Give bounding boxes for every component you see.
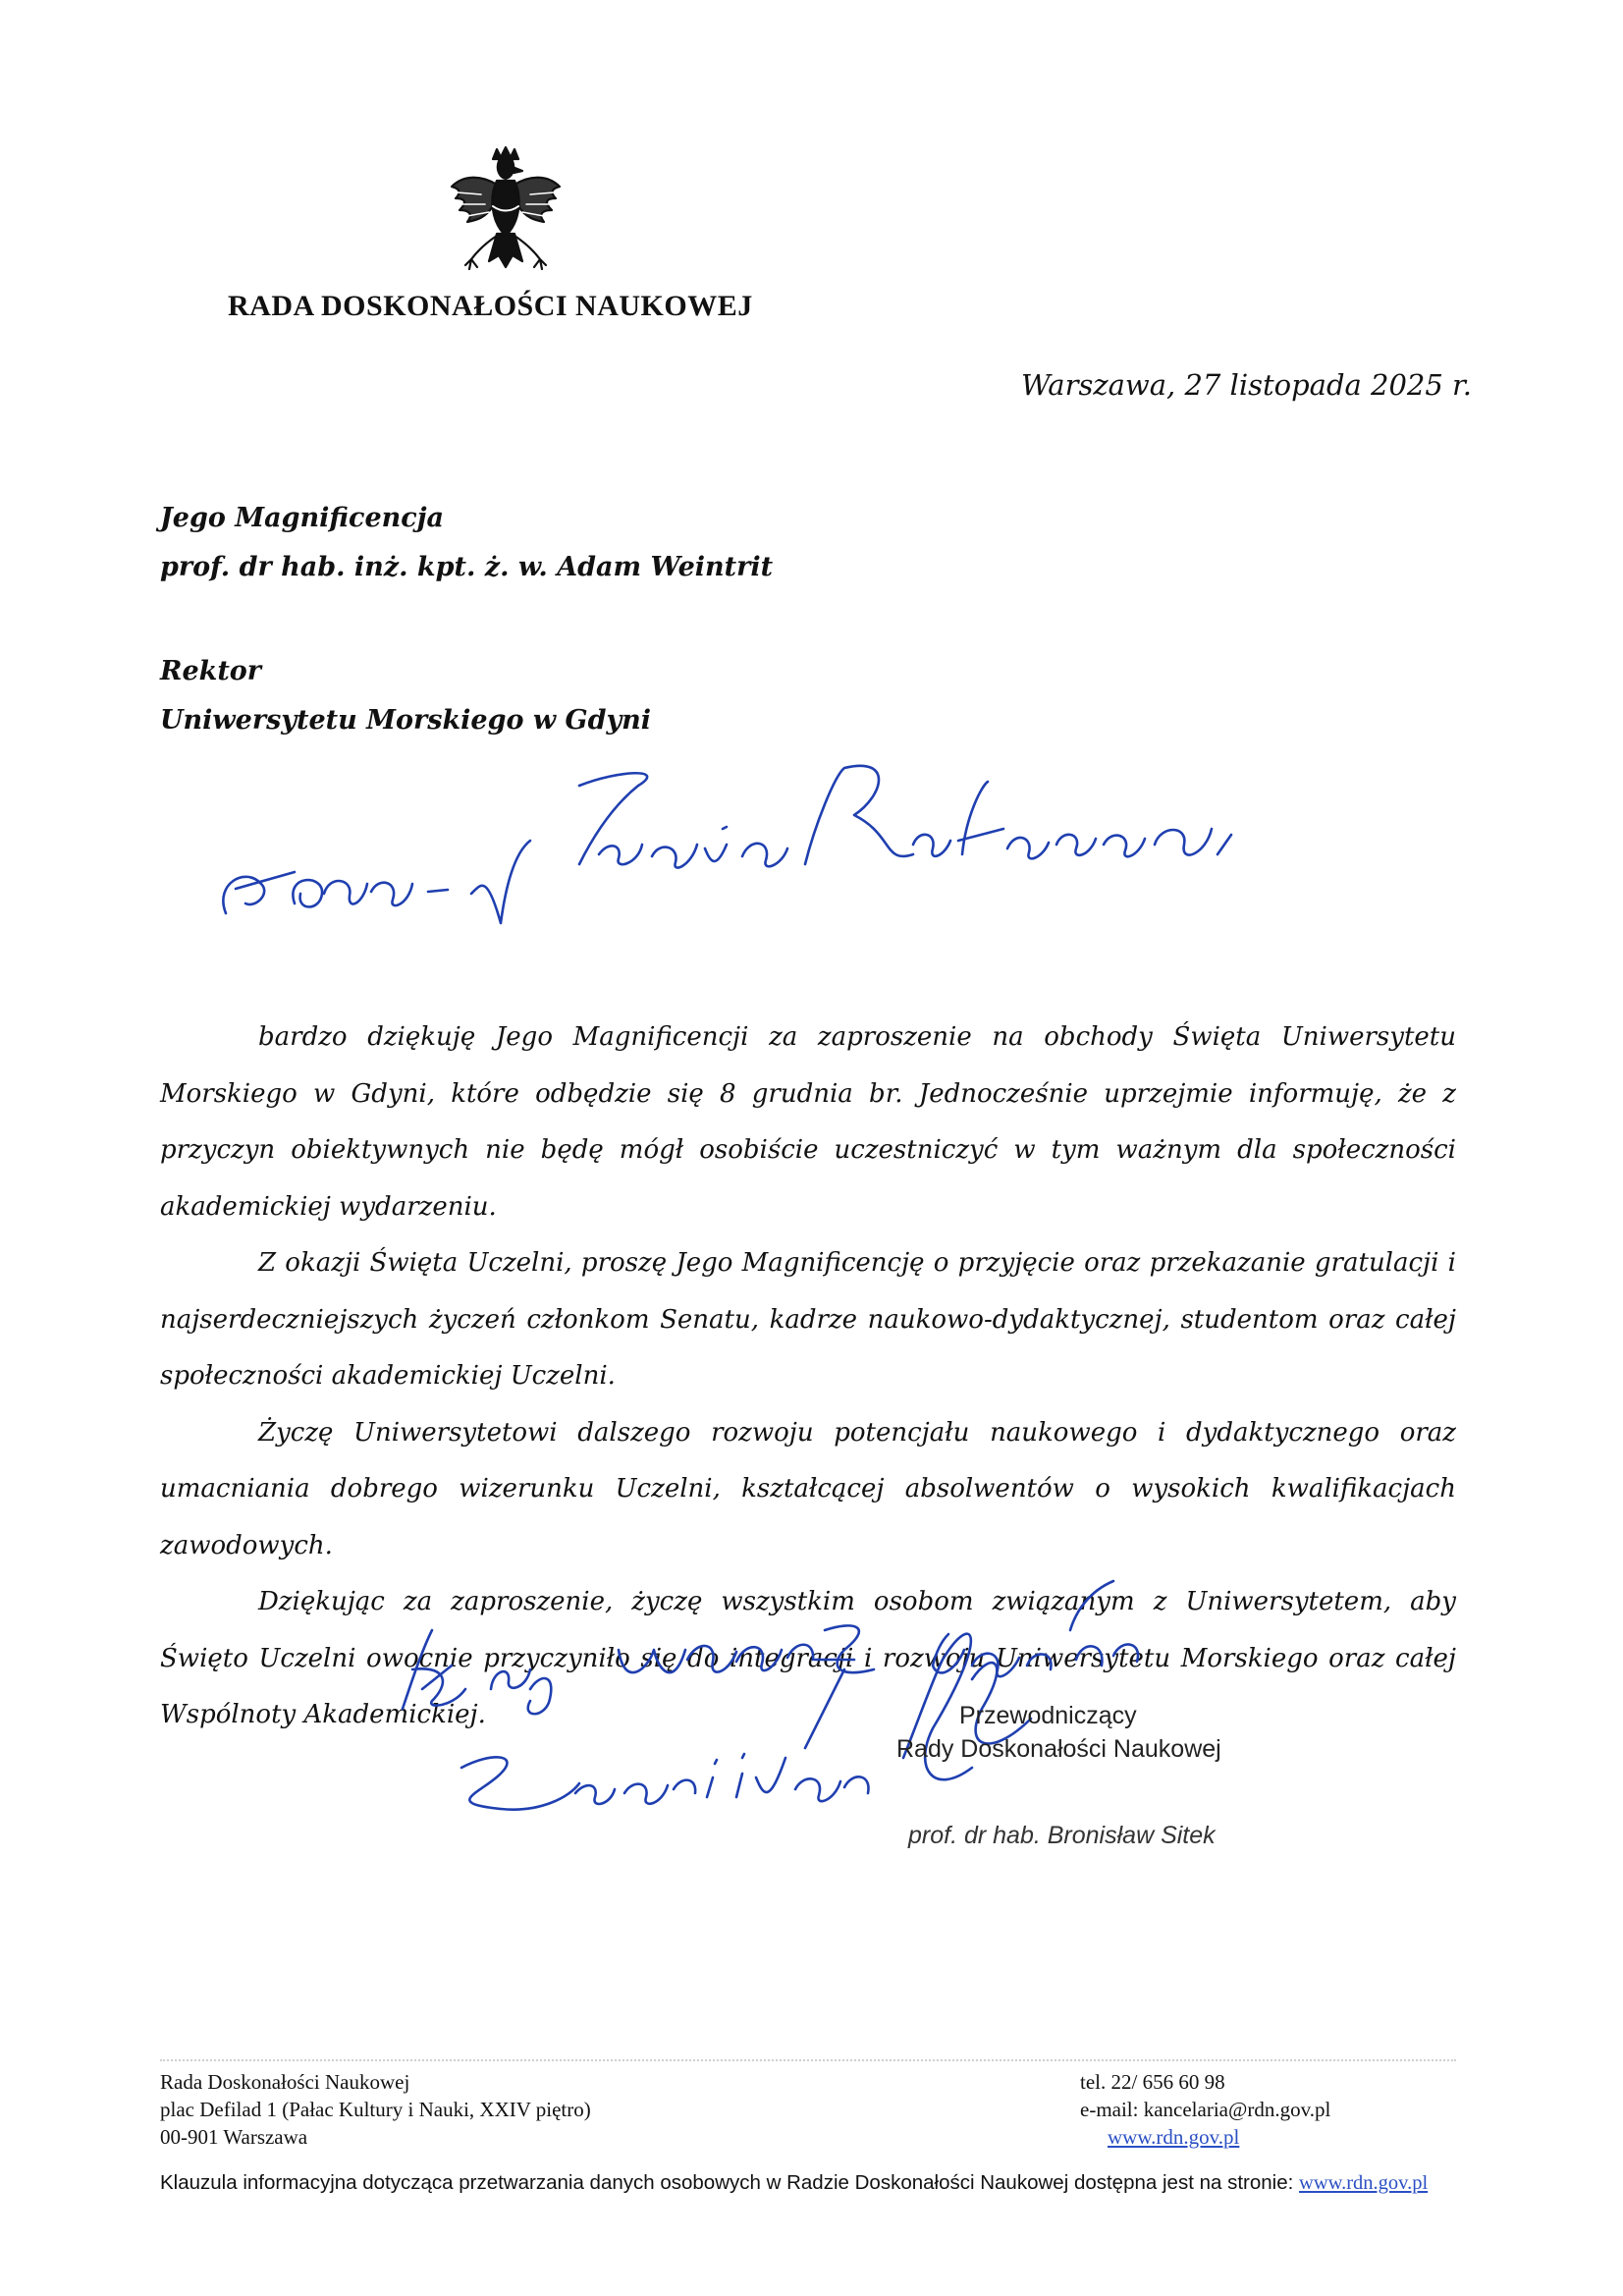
signer-organization: Rady Doskonałości Naukowej (896, 1735, 1221, 1763)
paragraph-4: Dziękując za zaproszenie, życzę wszystkim osobom związanym z Uniwersytetem, aby Święto Uczelni owocnie przyczyniło się do integracji i rozwoju Uniwersytetu Morskiego oraz całej Wspólnoty Akademickiej. (160, 1587, 1456, 1729)
recipient-line-2: prof. dr hab. inż. kpt. ż. w. Adam Weintrit (160, 552, 774, 582)
paragraph-1: bardzo dziękuję Jego Magnificencji za zaproszenie na obchody Święta Uniwersytetu Morskiego w Gdyni, które odbędzie się 8 grudnia br. Jednocześnie uprzejmie informuję, że z przyczyn obiektywnych nie będę mógł osobiście uczestniczyć w tym ważnym dla społeczności akademickiej wydarzeniu. (160, 1022, 1456, 1222)
footer-address: plac Defilad 1 (Pałac Kultury i Nauki, XXIV piętro) (160, 2098, 591, 2121)
privacy-clause (160, 2171, 1428, 2195)
footer-divider (160, 2059, 1456, 2061)
recipient-line-3: Rektor (160, 656, 262, 686)
recipient-line-4: Uniwersytetu Morskiego w Gdyni (160, 705, 652, 736)
handwritten-greeting (206, 746, 1286, 943)
signer-name: prof. dr hab. Bronisław Sitek (908, 1822, 1216, 1849)
footer-organization: Rada Doskonałości Naukowej (160, 2070, 410, 2094)
paragraph-2: Z okazji Święta Uczelni, proszę Jego Magnificencję o przyjęcie oraz przekazanie gratulacji i najserdeczniejszych życzeń członkom Senatu, kadrze naukowo-dydaktycznej, studentom oraz całej społeczności akademickiej Uczelni. (160, 1248, 1456, 1391)
footer-website-link[interactable]: www.rdn.gov.pl (1108, 2125, 1240, 2149)
signer-title: Przewodniczący (959, 1702, 1137, 1729)
footer-phone: tel. 22/ 656 60 98 (1080, 2070, 1225, 2094)
footer-city: 00-901 Warszawa (160, 2125, 308, 2149)
paragraph-3: Życzę Uniwersytetowi dalszego rozwoju potencjału naukowego i dydaktycznego oraz umacniania dobrego wizerunku Uczelni, kształcącej absolwentów o wysokich kwalifikacjach zawodowych. (160, 1417, 1456, 1560)
privacy-clause-text: Klauzula informacyjna dotycząca przetwarzania danych osobowych w Radzie Doskonałości Naukowej dostępna jest na stronie: (160, 2171, 1300, 2194)
footer-email[interactable]: e-mail: kancelaria@rdn.gov.pl (1080, 2098, 1331, 2121)
privacy-clause-link[interactable]: www.rdn.gov.pl (1299, 2172, 1429, 2194)
polish-eagle-emblem (442, 145, 569, 288)
organization-title: RADA DOSKONAŁOŚCI NAUKOWEJ (228, 290, 753, 322)
date-line: Warszawa, 27 listopada 2025 r. (1021, 368, 1472, 402)
recipient-line-1: Jego Magnificencja (160, 503, 444, 533)
